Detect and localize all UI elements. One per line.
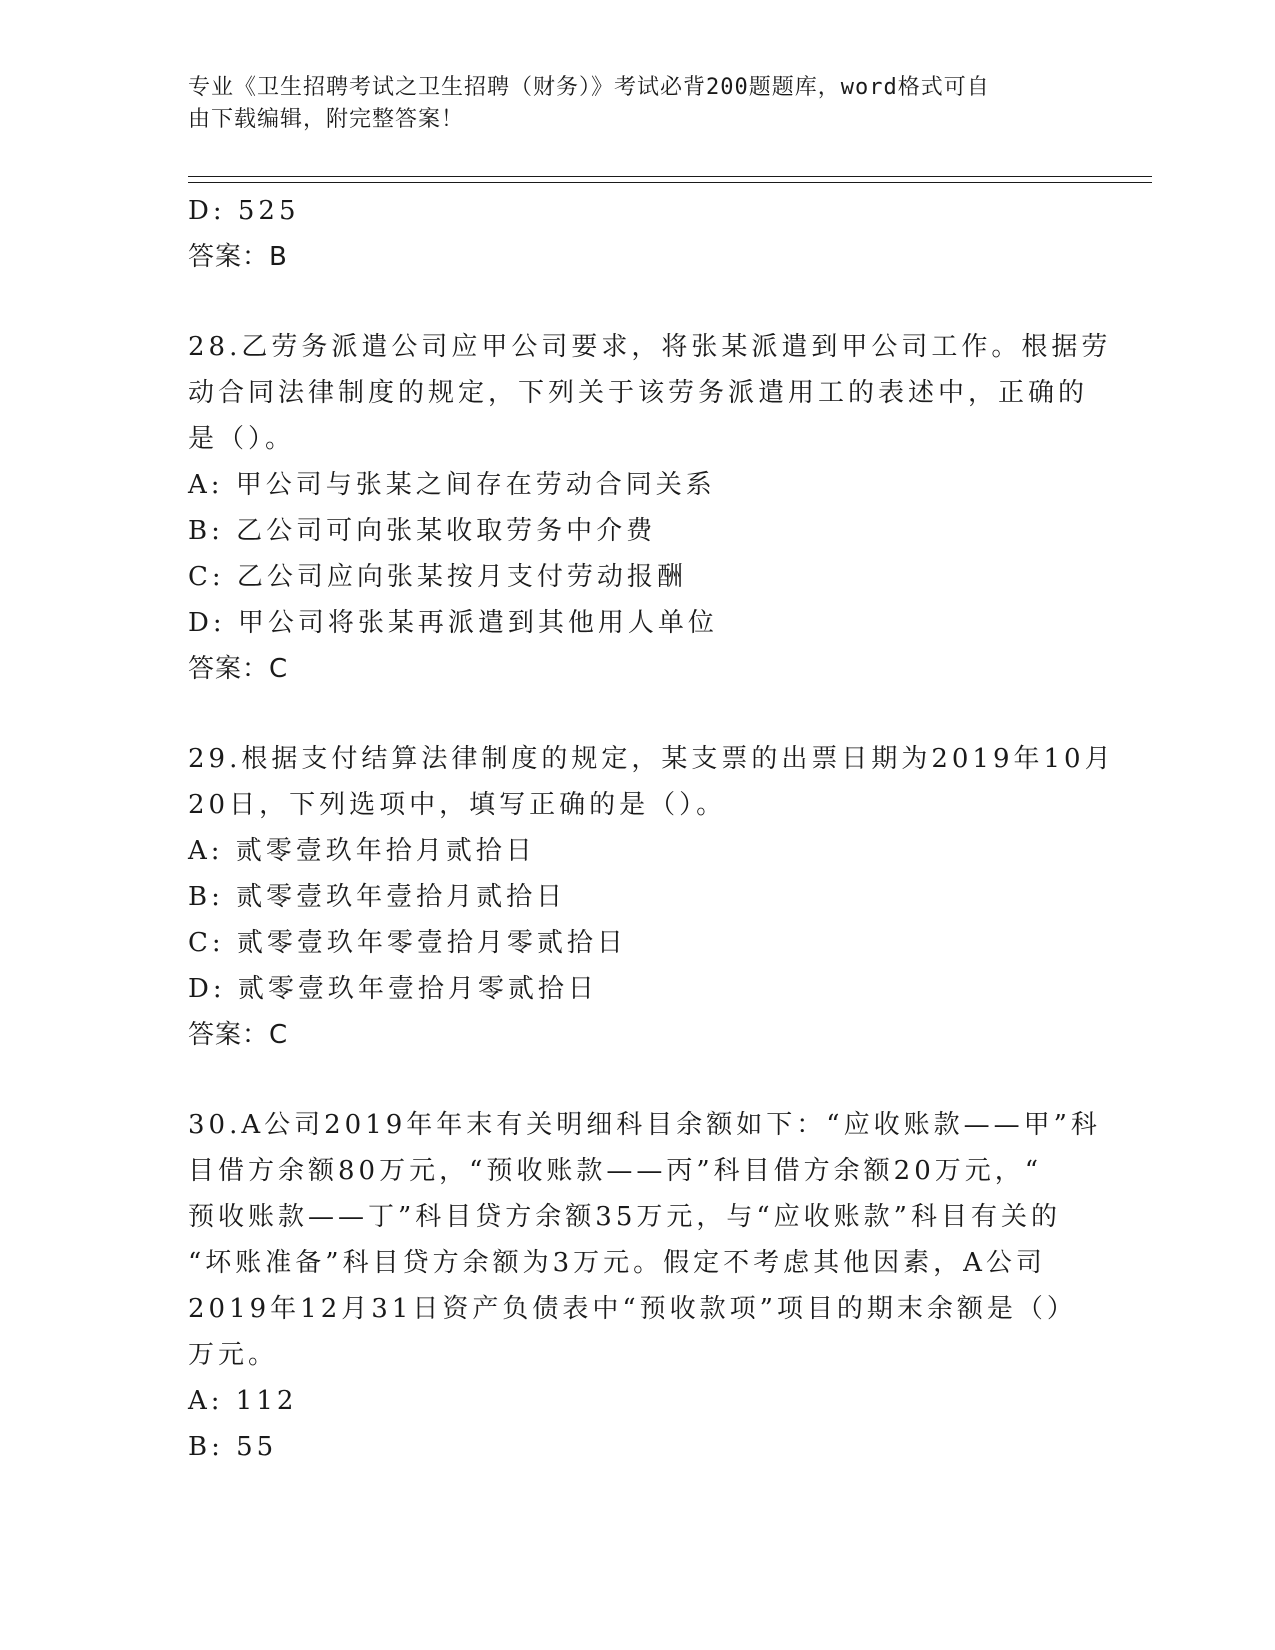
- q29-stem-line-1: 29.根据支付结算法律制度的规定，某支票的出票日期为2019年10月: [188, 744, 1115, 774]
- question-28: [188, 324, 1112, 692]
- question-27-tail: [188, 188, 1088, 280]
- q29-stem-line-2: 20日，下列选项中，填写正确的是（）。: [188, 790, 727, 820]
- question-30: [188, 1102, 1101, 1470]
- q30-option-b: B: 55: [188, 1432, 278, 1462]
- q28-stem-line-3: 是（）。: [188, 424, 296, 454]
- q29-option-d: D: 贰零壹玖年壹拾月零贰拾日: [188, 974, 598, 1004]
- q28-option-b: B: 乙公司可向张某收取劳务中介费: [188, 516, 657, 546]
- spacer: [188, 280, 1088, 324]
- q28-answer: 答案：C: [188, 654, 289, 684]
- spacer: [188, 1058, 1088, 1102]
- q30-stem-line-2: 目借方余额80万元，“预收账款——丙”科目借方余额20万元，“: [188, 1156, 1043, 1186]
- q30-stem-line-5: 2019年12月31日资产负债表中“预收款项”项目的期末余额是（）: [188, 1294, 1077, 1324]
- q28-stem-line-1: 28.乙劳务派遣公司应甲公司要求，将张某派遣到甲公司工作。根据劳: [188, 332, 1112, 362]
- q30-stem-line-4: “坏账准备”科目贷方余额为3万元。假定不考虑其他因素，A公司: [188, 1248, 1046, 1278]
- q28-option-c: C: 乙公司应向张某按月支付劳动报酬: [188, 562, 687, 592]
- q28-option-a: A: 甲公司与张某之间存在劳动合同关系: [188, 470, 716, 500]
- q27-answer: 答案：B: [188, 242, 288, 272]
- q30-option-a: A: 112: [188, 1386, 298, 1416]
- q29-option-c: C: 贰零壹玖年零壹拾月零贰拾日: [188, 928, 627, 958]
- q27-option-d: D: 525: [188, 196, 300, 226]
- q30-stem-line-1: 30.A公司2019年年末有关明细科目余额如下：“应收账款——甲”科: [188, 1110, 1101, 1140]
- header-line-1: 专业《卫生招聘考试之卫生招聘（财务）》考试必背200题题库，word格式可自: [188, 75, 990, 100]
- q29-option-a: A: 贰零壹玖年拾月贰拾日: [188, 836, 536, 866]
- q28-option-d: D: 甲公司将张某再派遣到其他用人单位: [188, 608, 718, 638]
- q29-answer: 答案：C: [188, 1020, 289, 1050]
- q30-stem-line-3: 预收账款——丁”科目贷方余额35万元，与“应收账款”科目有关的: [188, 1202, 1061, 1232]
- page-header: [188, 72, 1088, 136]
- question-29: [188, 736, 1115, 1058]
- q29-option-b: B: 贰零壹玖年壹拾月贰拾日: [188, 882, 567, 912]
- q28-stem-line-2: 动合同法律制度的规定，下列关于该劳务派遣用工的表述中，正确的: [188, 378, 1089, 408]
- header-divider: [188, 176, 1152, 183]
- header-line-2: 由下载编辑，附完整答案！: [188, 107, 465, 132]
- q30-stem-line-6: 万元。: [188, 1340, 279, 1370]
- spacer: [188, 692, 1088, 736]
- question-content: [188, 188, 1115, 1470]
